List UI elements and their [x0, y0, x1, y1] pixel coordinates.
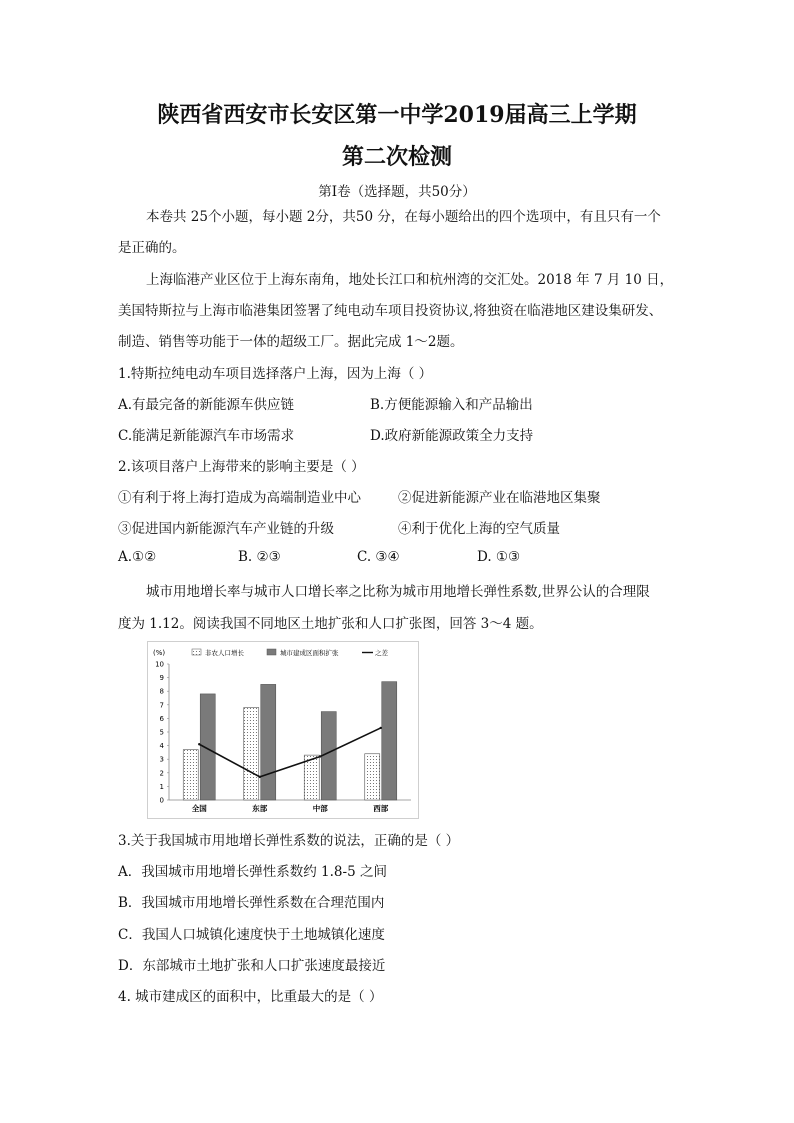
legend-label: 非农人口增长 — [205, 649, 244, 657]
context1-line-1: 上海临港产业区位于上海东南角，地处长江口和杭州湾的交汇处。2018 年 7 月 10 日， — [146, 272, 674, 288]
q1-option-a: A.有最完备的新能源车供应链 — [118, 397, 295, 413]
bar-built-area-expansion — [382, 682, 397, 800]
bar-built-area-expansion — [200, 694, 215, 800]
q2-option-d: D. ①③ — [477, 549, 521, 565]
q3-option-b: B．我国城市用地增长弹性系数在合理范围内 — [118, 895, 385, 911]
context1-line-2: 美国特斯拉与上海市临港集团签署了纯电动车项目投资协议,将独资在临港地区建设集研发、 — [118, 303, 663, 319]
y-tick-label: 1 — [159, 782, 164, 791]
line-point — [380, 727, 382, 729]
y-tick-label: 10 — [155, 660, 164, 669]
legend-label: 之差 — [375, 649, 388, 657]
q3-option-a: A．我国城市用地增长弹性系数约 1.8-5 之间 — [118, 864, 387, 880]
q2-statement-2: ②促进新能源产业在临港地区集聚 — [398, 490, 601, 506]
line-difference — [199, 728, 381, 777]
q1-option-d: D.政府新能源政策全力支持 — [370, 428, 534, 444]
intro-line-2: 是正确的。 — [118, 240, 186, 256]
y-tick-label: 4 — [159, 742, 164, 751]
land-population-expansion-chart — [147, 641, 419, 819]
y-tick-label: 9 — [159, 674, 164, 683]
x-category-label: 西部 — [373, 804, 389, 813]
intro-line-1: 本卷共 25个小题，每小题 2分，共50 分，在每小题给出的四个选项中，有且只有一个 — [146, 209, 661, 225]
bar-built-area-expansion — [261, 684, 276, 800]
y-tick-label: 2 — [159, 769, 164, 778]
y-tick-label: 3 — [159, 755, 164, 764]
q3-option-c: C．我国人口城镇化速度快于土地城镇化速度 — [118, 927, 385, 943]
section-heading: 第Ⅰ卷（选择题，共50分） — [318, 184, 476, 200]
x-category-label: 中部 — [312, 804, 328, 813]
bar-population-growth — [244, 708, 259, 800]
y-tick-label: 0 — [159, 796, 164, 805]
legend-swatch-built-area — [267, 649, 276, 655]
question-2: 2.该项目落户上海带来的影响主要是（ ） — [118, 459, 365, 475]
bar-population-growth — [365, 754, 380, 800]
q1-option-b: B.方便能源输入和产品输出 — [370, 397, 533, 413]
question-3: 3.关于我国城市用地增长弹性系数的说法，正确的是（ ） — [118, 833, 460, 849]
context2-line-1: 城市用地增长率与城市人口增长率之比称为城市用地增长弹性系数,世界公认的合理限 — [146, 584, 650, 600]
line-point — [319, 755, 321, 757]
y-tick-label: 5 — [159, 728, 164, 737]
legend-swatch-population — [192, 649, 201, 655]
context2-line-2: 度为 1.12。阅读我国不同地区土地扩张和人口扩张图，回答 3～4 题。 — [118, 616, 543, 632]
question-4: 4. 城市建成区的面积中，比重最大的是（ ） — [118, 989, 383, 1005]
exam-title: 陕西省西安市长安区第一中学2019届高三上学期 — [157, 102, 637, 128]
q2-statement-3: ③促进国内新能源汽车产业链的升级 — [118, 521, 334, 537]
legend-label: 城市建成区面积扩张 — [280, 649, 339, 657]
q2-statement-1: ①有利于将上海打造成为高端制造业中心 — [118, 490, 361, 506]
y-tick-label: 7 — [159, 701, 164, 710]
q3-option-d: D．东部城市土地扩张和人口扩张速度最接近 — [118, 958, 386, 974]
q2-statement-4: ④利于优化上海的空气质量 — [398, 521, 560, 537]
q2-option-c: C. ③④ — [357, 549, 400, 565]
q2-option-a: A.①② — [118, 549, 157, 565]
y-tick-label: 6 — [159, 714, 164, 723]
x-category-label: 东部 — [252, 804, 268, 813]
x-category-label: 全国 — [191, 804, 207, 813]
q2-option-b: B. ②③ — [238, 549, 281, 565]
exam-subtitle: 第二次检测 — [341, 144, 452, 170]
y-axis-unit: (%) — [153, 649, 166, 657]
y-tick-label: 8 — [159, 687, 164, 696]
bar-population-growth — [183, 750, 198, 800]
context1-line-3: 制造、销售等功能于一体的超级工厂。据此完成 1～2题。 — [118, 334, 464, 350]
line-point — [259, 776, 261, 778]
question-1: 1.特斯拉纯电动车项目选择落户上海，因为上海（ ） — [118, 366, 433, 382]
line-point — [198, 743, 200, 745]
q1-option-c: C.能满足新能源汽车市场需求 — [118, 428, 295, 444]
